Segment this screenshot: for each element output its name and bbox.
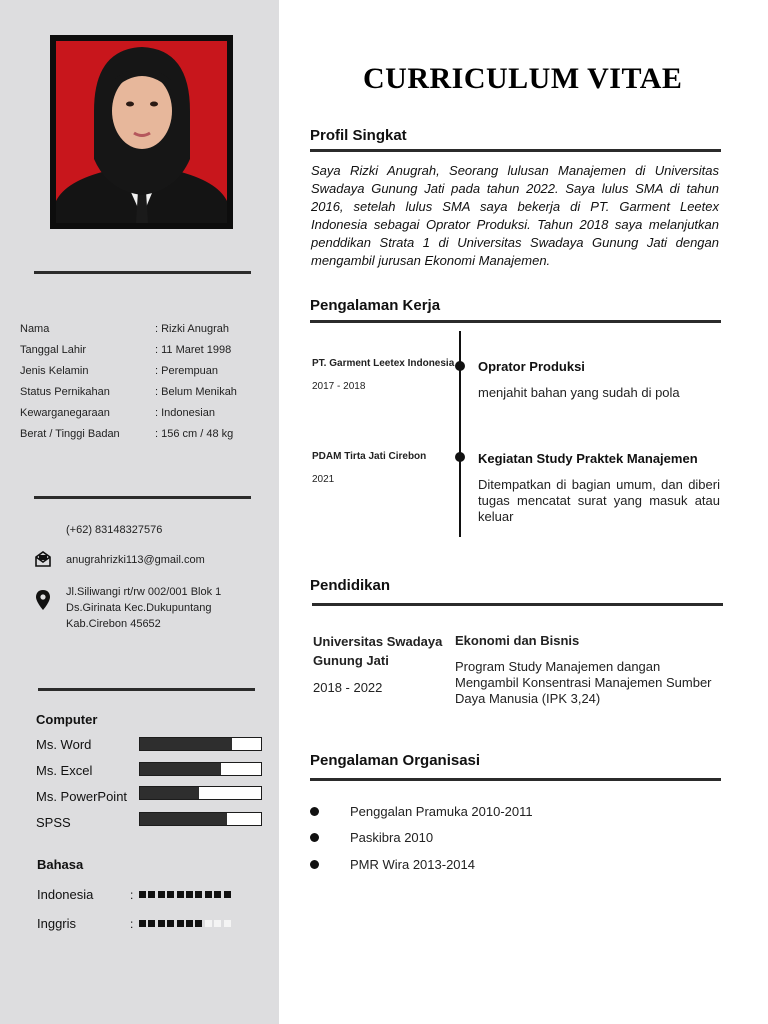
email-icon bbox=[34, 551, 52, 572]
email-address[interactable]: anugrahrizki113@gmail.com bbox=[66, 554, 205, 566]
education-major: Ekonomi dan Bisnis bbox=[455, 633, 580, 648]
education-description: Program Study Manajemen dangan Mengambil Konsentrasi Manajemen Sumber Daya Manusia (IPK 3,24) bbox=[455, 659, 712, 706]
info-value: : Belum Menikah bbox=[155, 386, 237, 398]
job-company: PT. Garment Leetex Indonesia bbox=[312, 358, 455, 369]
job-years: 2017 - 2018 bbox=[312, 381, 366, 392]
info-value: : Rizki Anugrah bbox=[155, 323, 229, 335]
timeline-dot bbox=[455, 361, 465, 371]
organization-text: PMR Wira 2013-2014 bbox=[350, 857, 475, 872]
address-line: Jl.Siliwangi rt/rw 002/001 Blok 1 bbox=[66, 586, 222, 598]
skill-bar bbox=[139, 737, 262, 751]
language-level-dot bbox=[195, 891, 202, 898]
divider bbox=[38, 688, 255, 691]
profile-photo-frame bbox=[50, 35, 233, 229]
skill-fill bbox=[140, 787, 199, 799]
timeline-dot bbox=[455, 452, 465, 462]
divider bbox=[310, 149, 721, 152]
organization-title: Pengalaman Organisasi bbox=[310, 752, 481, 769]
organization-text: Paskibra 2010 bbox=[350, 830, 434, 845]
info-label: Berat / Tinggi Badan bbox=[20, 428, 120, 440]
language-colon: : bbox=[130, 888, 134, 902]
job-position: Kegiatan Study Praktek Manajemen bbox=[478, 451, 698, 466]
profile-title: Profil Singkat bbox=[310, 127, 407, 144]
language-level-dot bbox=[148, 920, 155, 927]
skill-fill bbox=[140, 738, 232, 750]
info-label: Status Pernikahan bbox=[20, 386, 110, 398]
language-level-dot bbox=[186, 920, 193, 927]
skill-bar bbox=[139, 786, 262, 800]
bullet-icon bbox=[310, 860, 319, 869]
language-level-dot bbox=[148, 891, 155, 898]
phone-number[interactable]: (+62) 83148327576 bbox=[66, 524, 163, 536]
location-pin-icon bbox=[36, 590, 50, 615]
info-value: : Indonesian bbox=[155, 407, 215, 419]
divider bbox=[310, 778, 721, 781]
skill-label: Ms. Excel bbox=[36, 763, 93, 778]
profile-photo bbox=[56, 41, 227, 223]
divider bbox=[34, 496, 251, 499]
language-level-dot bbox=[177, 891, 184, 898]
computer-title: Computer bbox=[36, 712, 98, 727]
language-level-dot bbox=[139, 920, 146, 927]
page-title: CURRICULUM VITAE bbox=[363, 62, 683, 95]
language-level-dot bbox=[224, 920, 231, 927]
language-level-dot bbox=[158, 920, 165, 927]
divider bbox=[312, 603, 723, 606]
job-description: menjahit bahan yang sudah di pola bbox=[478, 385, 680, 400]
language-level-dot bbox=[205, 891, 212, 898]
language-title: Bahasa bbox=[37, 857, 84, 872]
info-value: : Perempuan bbox=[155, 365, 218, 377]
language-level-dot bbox=[205, 920, 212, 927]
education-school: Universitas Swadaya Gunung Jati bbox=[313, 634, 443, 668]
job-position: Oprator Produksi bbox=[478, 359, 585, 374]
language-level-dot bbox=[167, 891, 174, 898]
organization-text: Penggalan Pramuka 2010-2011 bbox=[350, 804, 533, 819]
info-value: : 156 cm / 48 kg bbox=[155, 428, 234, 440]
info-label: Kewarganegaraan bbox=[20, 407, 110, 419]
address bbox=[66, 584, 221, 632]
language-label: Inggris bbox=[37, 916, 77, 931]
address-line: Kab.Cirebon 45652 bbox=[66, 618, 161, 630]
experience-title: Pengalaman Kerja bbox=[310, 297, 441, 314]
skill-label: Ms. Word bbox=[36, 737, 92, 752]
address-line: Ds.Girinata Kec.Dukupuntang bbox=[66, 602, 212, 614]
skill-fill bbox=[140, 763, 221, 775]
language-level-dot bbox=[224, 891, 231, 898]
language-level-dot bbox=[158, 891, 165, 898]
language-level-dot bbox=[177, 920, 184, 927]
language-level-dot bbox=[167, 920, 174, 927]
job-description: Ditempatkan di bagian umum, dan diberi tugas mencatat surat yang masuk atau keluar bbox=[478, 477, 720, 524]
language-level-dot bbox=[139, 891, 146, 898]
job-company: PDAM Tirta Jati Cirebon bbox=[312, 451, 427, 462]
sidebar bbox=[0, 0, 279, 1024]
info-label: Tanggal Lahir bbox=[20, 344, 87, 356]
language-level-dot bbox=[195, 920, 202, 927]
language-level-dot bbox=[186, 891, 193, 898]
language-level-dot bbox=[214, 920, 221, 927]
info-label: Nama bbox=[20, 323, 50, 335]
bullet-icon bbox=[310, 833, 319, 842]
skill-label: SPSS bbox=[36, 815, 71, 830]
language-level-dot bbox=[214, 891, 221, 898]
bullet-icon bbox=[310, 807, 319, 816]
job-years: 2021 bbox=[312, 474, 335, 485]
education-title: Pendidikan bbox=[310, 577, 391, 594]
language-label: Indonesia bbox=[37, 887, 94, 902]
divider bbox=[34, 271, 251, 274]
skill-bar bbox=[139, 812, 262, 826]
divider bbox=[310, 320, 721, 323]
language-colon: : bbox=[130, 917, 134, 931]
skill-bar bbox=[139, 762, 262, 776]
info-label: Jenis Kelamin bbox=[20, 365, 89, 377]
education-years: 2018 - 2022 bbox=[313, 680, 383, 695]
skill-fill bbox=[140, 813, 227, 825]
info-value: : 11 Maret 1998 bbox=[155, 344, 232, 356]
profile-text: Saya Rizki Anugrah, Seorang lulusan Manajemen di Universitas Swadaya Gunung Jati pada tahun 2022. Saya lulus SMA di tahun 2016, setelah lulus SMA saya bekerja di PT. Garment Leetex Indonesia sebagai Oprator Produksi. Tahun 2018 saya melanjutkan penddikan Strata 1 di Universitas Swadaya Gunung Jati dengan mengambil jurusan Ekonomi Manajemen. bbox=[311, 163, 719, 268]
skill-label: Ms. PowerPoint bbox=[36, 789, 128, 804]
